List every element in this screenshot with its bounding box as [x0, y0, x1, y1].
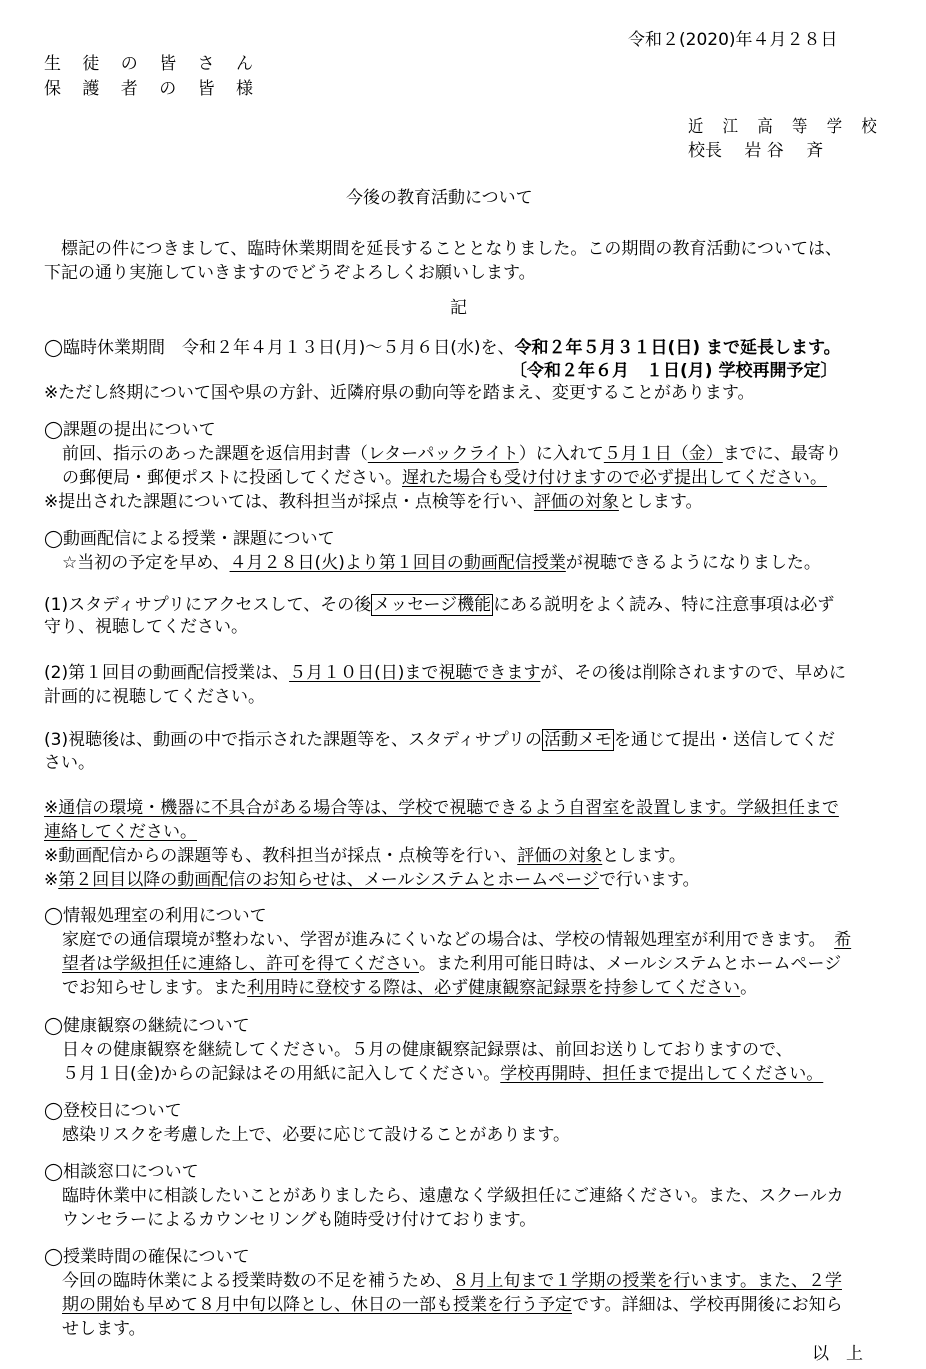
video-p2-line-1	[44, 661, 846, 685]
video-p3-line-1	[44, 728, 835, 752]
assign-text: ※提出された課題については、教科担当が採点・点検等を行い、	[44, 492, 534, 512]
lab-text: 。	[740, 978, 758, 998]
video-text: とします。	[602, 846, 686, 866]
hours-schedule: 期の開始も早めて８月中旬以降とし、休日の一部も授業を行う予定	[62, 1295, 572, 1315]
hours-heading: ◯授業時間の確保について	[44, 1247, 250, 1267]
closure-reopen-text: 〔令和２年６月 １日(月) 学校再開予定〕	[510, 361, 838, 381]
lab-text: 。また利用可能日時は、メールシステムとホームページ	[419, 954, 842, 974]
video-text: (2)第１回目の動画配信授業は、	[44, 663, 290, 683]
document-title: 今後の教育活動について	[346, 188, 533, 208]
intro-line-2: 下記の通り実施していきますのでどうぞよろしくお願いします。	[44, 263, 536, 283]
hours-text: です。詳細は、学校再開後にお知ら	[572, 1295, 843, 1315]
video-note-1-line-2: 連絡してください。	[44, 822, 197, 842]
consult-line-1: 臨時休業中に相談したいことがありましたら、遠慮なく学級担任にご連絡ください。また、スクールカ	[62, 1186, 844, 1206]
video-text: にある説明をよく読み、特に注意事項は必ず	[493, 595, 835, 615]
video-future-notice: 第２回目以降の動画配信のお知らせは、メールシステムとホームページ	[58, 870, 599, 890]
video-heading: ◯動画配信による授業・課題について	[44, 529, 335, 549]
document-date: 令和２(2020)年４月２８日	[628, 30, 838, 50]
ki-heading: 記	[450, 298, 467, 318]
closure-note: ※ただし終期について国や県の方針、近隣府県の動向等を踏まえ、変更することがあります。	[44, 383, 755, 403]
assign-text: までに、最寄り	[722, 444, 842, 464]
video-p1-line-1	[44, 593, 834, 617]
hours-text: 今回の臨時休業による授業時数の不足を補うため、	[62, 1271, 453, 1291]
lab-health-card: 利用時に登校する際は、必ず健康観察記録票を持参してください	[247, 978, 741, 998]
assign-deadline: ５月１日（金）	[603, 444, 723, 464]
recipient-guardians: 保 護 者 の 皆 様	[44, 79, 262, 99]
video-start-date: ４月２８日(火)より第１回目の動画配信授業	[229, 553, 566, 573]
lab-text: でお知らせします。また	[62, 978, 248, 998]
assign-text: の郵便局・郵便ポストに投函してください。	[62, 468, 402, 488]
lab-line-1	[62, 928, 851, 952]
consult-line-2: ウンセラーによるカウンセリングも随時受け付けております。	[62, 1210, 537, 1230]
closing-mark: 以 上	[812, 1344, 863, 1364]
assign-line-1	[62, 442, 842, 466]
video-note-2	[44, 844, 686, 868]
health-line-1: 日々の健康観察を継続してください。５月の健康観察記録票は、前回お送りしておりますので、	[62, 1040, 793, 1060]
hours-line-2	[62, 1293, 843, 1317]
health-submit: 学校再開時、担任まで提出してください。	[500, 1064, 824, 1084]
lab-heading: ◯情報処理室の利用について	[44, 906, 267, 926]
intro-line-1: 標記の件につきまして、臨時休業期間を延長することとなりました。この期間の教育活動については、	[44, 239, 842, 259]
message-feature-box: メッセージ機能	[373, 595, 492, 615]
video-text: ※動画配信からの課題等も、教科担当が採点・点検等を行い、	[44, 846, 518, 866]
video-text: で行います。	[598, 870, 700, 890]
assign-letterpack: レターパックライト	[367, 444, 519, 464]
video-text: (1)スタディサプリにアクセスして、その後	[44, 595, 372, 615]
attend-heading: ◯登校日について	[44, 1101, 182, 1121]
video-text: ☆当初の予定を早め、	[62, 553, 230, 573]
closure-extension-text: 令和２年５月３１日(日) まで延長します。	[514, 338, 841, 358]
lab-line-2	[62, 952, 841, 976]
video-p3-line-2: さい。	[44, 753, 95, 773]
lab-permission: 望者は学級担任に連絡し、許可を得てください	[62, 954, 419, 974]
health-text: ５月１日(金)からの記録はその用紙に記入してください。	[62, 1064, 501, 1084]
assign-late-note: 遅れた場合も受け付けますので必ず提出してください。	[402, 468, 827, 488]
video-text: を通じて提出・送信してくだ	[614, 730, 836, 750]
hours-line-3: せします。	[62, 1319, 146, 1339]
video-text: (3)視聴後は、動画の中で指示された課題等を、スタディサプリの	[44, 730, 543, 750]
closure-period-text: ◯臨時休業期間 令和２年４月１３日(月)～５月６日(水)を、	[44, 338, 515, 358]
video-text: が視聴できるようになりました。	[565, 553, 821, 573]
attend-line-1: 感染リスクを考慮した上で、必要に応じて設けることがあります。	[62, 1125, 570, 1145]
lab-text: 家庭での通信環境が整わない、学習が進みにくいなどの場合は、学校の情報処理室が利用できます。	[62, 930, 835, 950]
video-available-until: ５月１０日(日)まで視聴できます	[289, 663, 541, 683]
consult-heading: ◯相談窓口について	[44, 1162, 199, 1182]
activity-memo-box: 活動メモ	[544, 730, 613, 750]
video-text: ※	[44, 870, 59, 890]
lab-line-3	[62, 976, 757, 1000]
assign-line-3	[44, 490, 703, 514]
assign-evaluation: 評価の対象	[533, 492, 619, 512]
health-heading: ◯健康観察の継続について	[44, 1016, 250, 1036]
assign-line-2	[62, 466, 827, 490]
health-line-2	[62, 1062, 823, 1086]
video-p2-line-2: 計画的に視聴してください。	[44, 687, 265, 707]
recipient-students: 生 徒 の 皆 さ ん	[44, 54, 262, 74]
assign-text: とします。	[618, 492, 703, 512]
lab-permission: 希	[834, 930, 852, 950]
hours-schedule: ８月上旬まで１学期の授業を行います。また、２学	[452, 1271, 842, 1291]
video-evaluation: 評価の対象	[517, 846, 603, 866]
video-text: が、その後は削除されますので、早めに	[540, 663, 847, 683]
sender-principal: 校長 岩 谷 斉	[688, 141, 824, 161]
assign-heading: ◯課題の提出について	[44, 420, 216, 440]
closure-line-1	[44, 336, 841, 360]
video-note-1-line-1: ※通信の環境・機器に不具合がある場合等は、学校で視聴できるよう自習室を設置します。学級担任まで	[44, 798, 839, 818]
assign-text: 前回、指示のあった課題を返信用封書（	[62, 444, 368, 464]
video-line-1	[62, 551, 821, 575]
video-note-3	[44, 868, 700, 892]
sender-school: 近 江 高 等 学 校	[688, 117, 885, 137]
video-p1-line-2: 守り、視聴してください。	[44, 617, 248, 637]
assign-text: ）に入れて	[518, 444, 604, 464]
hours-line-1	[62, 1269, 842, 1293]
